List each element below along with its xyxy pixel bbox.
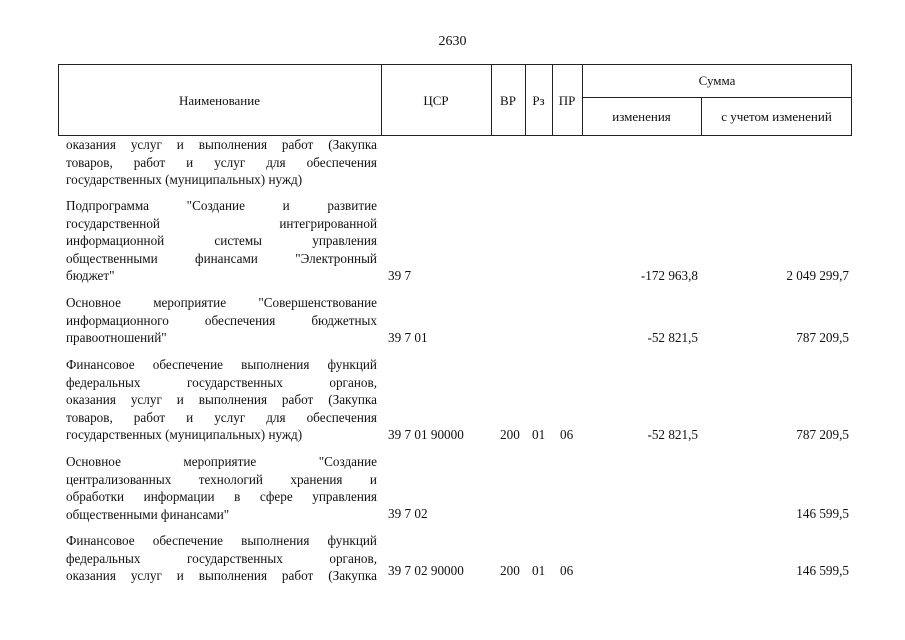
row-total: 787 209,5 bbox=[796, 330, 849, 345]
row-name-line: Финансовое обеспечение выполнения функций bbox=[66, 357, 377, 372]
row-name-line: товаров, работ и услуг для обеспечения bbox=[66, 154, 377, 170]
row-name-line: федеральных государственных органов, bbox=[66, 550, 377, 566]
row-name bbox=[66, 356, 377, 444]
row-total: 146 599,5 bbox=[796, 563, 849, 578]
row-name-line: Подпрограмма "Создание и развитие bbox=[66, 198, 377, 213]
row-vr: 200 bbox=[500, 427, 520, 442]
row-rz: 01 bbox=[532, 563, 546, 578]
row-name bbox=[66, 532, 377, 585]
row-total: 146 599,5 bbox=[796, 506, 849, 521]
row-name-line: государственных (муниципальных) нужд) bbox=[66, 172, 303, 187]
row-total: 2 049 299,7 bbox=[786, 268, 849, 283]
row-rz: 01 bbox=[532, 427, 546, 442]
row-name-line: государственной интегрированной bbox=[66, 215, 377, 231]
header-vr: ВР bbox=[500, 92, 516, 108]
row-name-line: информационного обеспечения бюджетных bbox=[66, 312, 377, 328]
row-csr: 39 7 bbox=[388, 268, 412, 283]
row-name bbox=[66, 136, 377, 189]
page-number: 2630 bbox=[438, 34, 467, 49]
row-name-line: централизованных технологий хранения и bbox=[66, 471, 377, 487]
row-name-line: Основное мероприятие "Создание bbox=[66, 454, 377, 469]
row-name-line: правоотношений" bbox=[66, 330, 167, 345]
row-name bbox=[66, 294, 377, 347]
row-name-line: бюджет" bbox=[66, 268, 115, 283]
row-name-line: оказания услуг и выполнения работ (Закупка bbox=[66, 137, 377, 152]
row-name-line: общественными финансами" bbox=[66, 506, 230, 522]
row-pr: 06 bbox=[560, 427, 574, 442]
header-with-changes: с учетом изменений bbox=[721, 109, 832, 124]
header-changes: изменения bbox=[612, 109, 671, 124]
row-name-line: оказания услуг и выполнения работ (Закупка bbox=[66, 392, 377, 407]
row-change: -52 821,5 bbox=[647, 427, 698, 442]
row-name-line: товаров, работ и услуг для обеспечения bbox=[66, 409, 377, 425]
row-vr: 200 bbox=[500, 563, 520, 578]
row-change: -52 821,5 bbox=[647, 330, 698, 345]
row-total: 787 209,5 bbox=[796, 427, 849, 442]
row-pr: 06 bbox=[560, 563, 574, 578]
row-name-line: Основное мероприятие "Совершенствование bbox=[66, 295, 377, 310]
row-name bbox=[66, 197, 377, 285]
row-name-line: общественными финансами "Электронный bbox=[66, 250, 377, 266]
header-sum: Сумма bbox=[698, 73, 736, 88]
row-csr: 39 7 01 90000 bbox=[388, 427, 464, 442]
row-csr: 39 7 02 90000 bbox=[388, 563, 464, 578]
row-name bbox=[66, 453, 377, 523]
row-name-line: федеральных государственных органов, bbox=[66, 374, 377, 390]
row-name-line: Финансовое обеспечение выполнения функций bbox=[66, 533, 377, 548]
row-name-line: оказания услуг и выполнения работ (Закупка bbox=[66, 568, 377, 583]
header-pr: ПР bbox=[558, 92, 576, 108]
row-csr: 39 7 02 bbox=[388, 506, 428, 521]
row-csr: 39 7 01 bbox=[388, 330, 428, 345]
header-name: Наименование bbox=[179, 92, 260, 108]
row-name-line: обработки информации в сфере управления bbox=[66, 489, 377, 504]
row-name-line: информационной системы управления bbox=[66, 233, 377, 248]
row-name-line: государственных (муниципальных) нужд) bbox=[66, 427, 303, 442]
header-csr: ЦСР bbox=[423, 92, 449, 108]
header-rz: Рз bbox=[532, 92, 545, 108]
row-change: -172 963,8 bbox=[640, 268, 698, 283]
